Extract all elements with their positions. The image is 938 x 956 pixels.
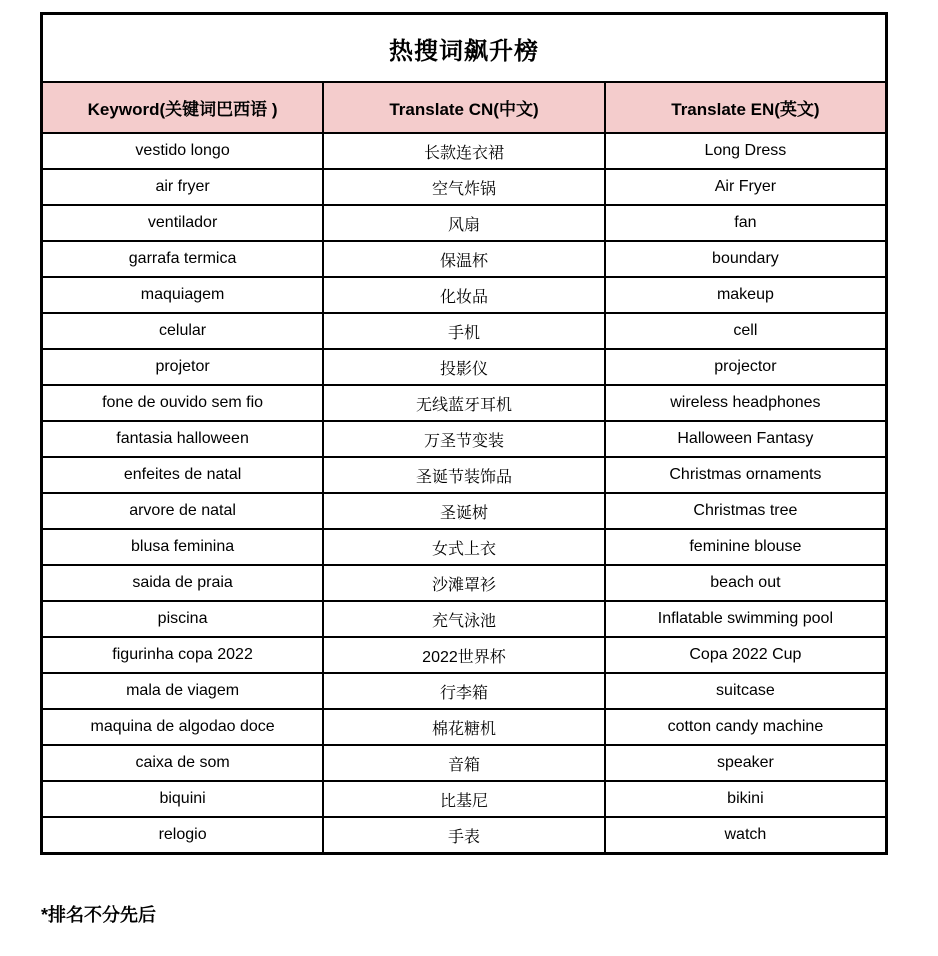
cell-keyword: celular [42,313,324,349]
cell-translate-cn: 化妆品 [323,277,605,313]
cell-keyword: biquini [42,781,324,817]
table-row [42,169,887,205]
cell-translate-cn: 女式上衣 [323,529,605,565]
cell-translate-en: speaker [605,745,887,781]
cell-keyword: fantasia halloween [42,421,324,457]
cell-translate-cn: 无线蓝牙耳机 [323,385,605,421]
table-row [42,133,887,169]
cell-keyword: projetor [42,349,324,385]
cell-translate-cn: 圣诞树 [323,493,605,529]
cell-translate-cn: 万圣节变装 [323,421,605,457]
cell-keyword: arvore de natal [42,493,324,529]
title-row [42,14,887,83]
cell-keyword: piscina [42,601,324,637]
cell-translate-en: suitcase [605,673,887,709]
cell-translate-en: Copa 2022 Cup [605,637,887,673]
table-row [42,205,887,241]
cell-translate-cn: 沙滩罩衫 [323,565,605,601]
table-row [42,277,887,313]
cell-translate-en: Inflatable swimming pool [605,601,887,637]
cell-translate-en: cotton candy machine [605,709,887,745]
cell-keyword: relogio [42,817,324,854]
cell-keyword: vestido longo [42,133,324,169]
cell-translate-en: bikini [605,781,887,817]
footnote: *排名不分先后 [41,905,157,925]
cell-translate-en: makeup [605,277,887,313]
column-header-translate-cn: Translate CN(中文) [323,82,605,133]
table-row [42,529,887,565]
cell-translate-en: feminine blouse [605,529,887,565]
cell-translate-cn: 音箱 [323,745,605,781]
column-header-translate-en: Translate EN(英文) [605,82,887,133]
cell-translate-en: fan [605,205,887,241]
table-row [42,601,887,637]
table-row [42,817,887,854]
cell-translate-en: boundary [605,241,887,277]
cell-translate-cn: 手机 [323,313,605,349]
cell-translate-en: watch [605,817,887,854]
cell-translate-cn: 长款连衣裙 [323,133,605,169]
cell-keyword: figurinha copa 2022 [42,637,324,673]
table-head [42,14,887,134]
cell-translate-en: beach out [605,565,887,601]
cell-translate-en: wireless headphones [605,385,887,421]
cell-translate-cn: 投影仪 [323,349,605,385]
table-row [42,709,887,745]
cell-keyword: enfeites de natal [42,457,324,493]
cell-translate-en: projector [605,349,887,385]
cell-translate-en: Air Fryer [605,169,887,205]
cell-translate-cn: 棉花糖机 [323,709,605,745]
cell-translate-en: Christmas tree [605,493,887,529]
table-row [42,565,887,601]
table-row [42,745,887,781]
cell-translate-cn: 空气炸锅 [323,169,605,205]
cell-translate-cn: 保温杯 [323,241,605,277]
table-row [42,421,887,457]
cell-keyword: air fryer [42,169,324,205]
hot-search-table [40,12,888,855]
cell-keyword: blusa feminina [42,529,324,565]
cell-keyword: fone de ouvido sem fio [42,385,324,421]
table-row [42,241,887,277]
table-row [42,673,887,709]
cell-translate-en: Long Dress [605,133,887,169]
table-row [42,349,887,385]
table-row [42,637,887,673]
cell-keyword: ventilador [42,205,324,241]
table-body [42,133,887,854]
cell-translate-cn: 2022世界杯 [323,637,605,673]
cell-keyword: maquina de algodao doce [42,709,324,745]
cell-translate-cn: 比基尼 [323,781,605,817]
table-row [42,781,887,817]
cell-translate-en: Halloween Fantasy [605,421,887,457]
cell-translate-cn: 手表 [323,817,605,854]
table-row [42,493,887,529]
table-row [42,385,887,421]
table-row [42,457,887,493]
cell-keyword: mala de viagem [42,673,324,709]
cell-translate-cn: 风扇 [323,205,605,241]
table-row [42,313,887,349]
cell-translate-en: cell [605,313,887,349]
header-row [42,82,887,133]
cell-keyword: maquiagem [42,277,324,313]
cell-translate-en: Christmas ornaments [605,457,887,493]
cell-keyword: garrafa termica [42,241,324,277]
cell-keyword: caixa de som [42,745,324,781]
cell-keyword: saida de praia [42,565,324,601]
cell-translate-cn: 圣诞节装饰品 [323,457,605,493]
column-header-keyword: Keyword(关键词巴西语 ) [42,82,324,133]
cell-translate-cn: 充气泳池 [323,601,605,637]
cell-translate-cn: 行李箱 [323,673,605,709]
page-title: 热搜词飙升榜 [42,14,887,83]
